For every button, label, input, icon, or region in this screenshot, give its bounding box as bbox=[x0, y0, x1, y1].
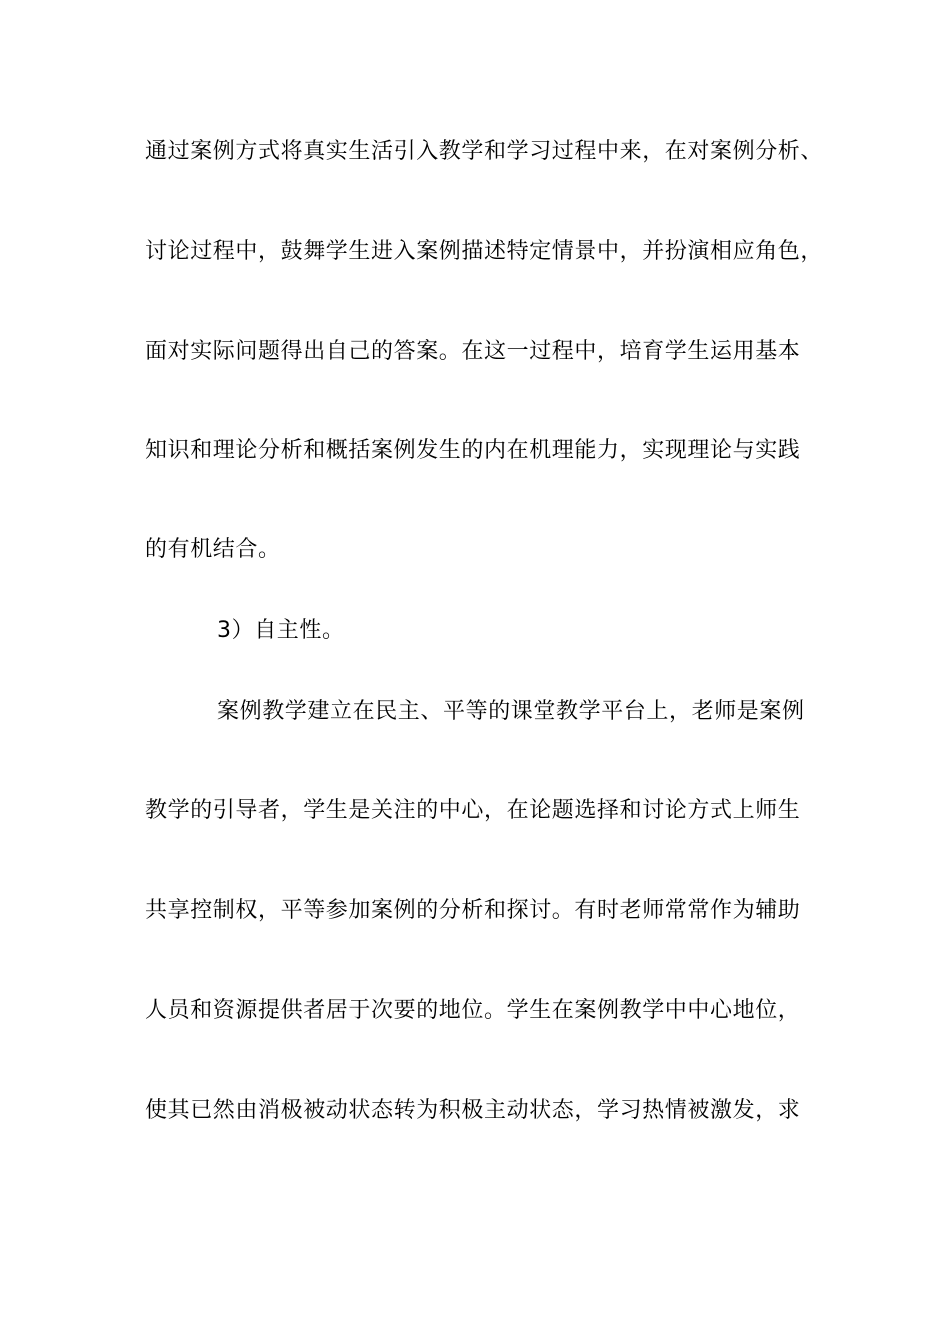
paragraph-line: 人员和资源提供者居于次要的地位。学生在案例教学中中心地位， bbox=[145, 998, 801, 1023]
paragraph-line: 面对实际问题得出自己的答案。在这一过程中，培育学生运用基本 bbox=[145, 339, 801, 364]
paragraph-line: 使其已然由消极被动状态转为积极主动状态，学习热情被激发，求 bbox=[145, 1098, 801, 1123]
section-heading: 3）自主性。 bbox=[217, 618, 345, 643]
paragraph-line: 共享控制权，平等参加案例的分析和探讨。有时老师常常作为辅助 bbox=[145, 898, 801, 923]
paragraph-line: 案例教学建立在民主、平等的课堂教学平台上，老师是案例 bbox=[217, 699, 805, 724]
paragraph-line: 的有机结合。 bbox=[145, 537, 281, 562]
paragraph-line: 讨论过程中，鼓舞学生进入案例描述特定情景中，并扮演相应角色， bbox=[145, 239, 824, 264]
paragraph-line: 知识和理论分析和概括案例发生的内在机理能力，实现理论与实践 bbox=[145, 438, 801, 463]
paragraph-line: 教学的引导者，学生是关注的中心，在论题选择和讨论方式上师生 bbox=[145, 798, 801, 823]
paragraph-line: 通过案例方式将真实生活引入教学和学习过程中来，在对案例分析、 bbox=[145, 139, 824, 164]
